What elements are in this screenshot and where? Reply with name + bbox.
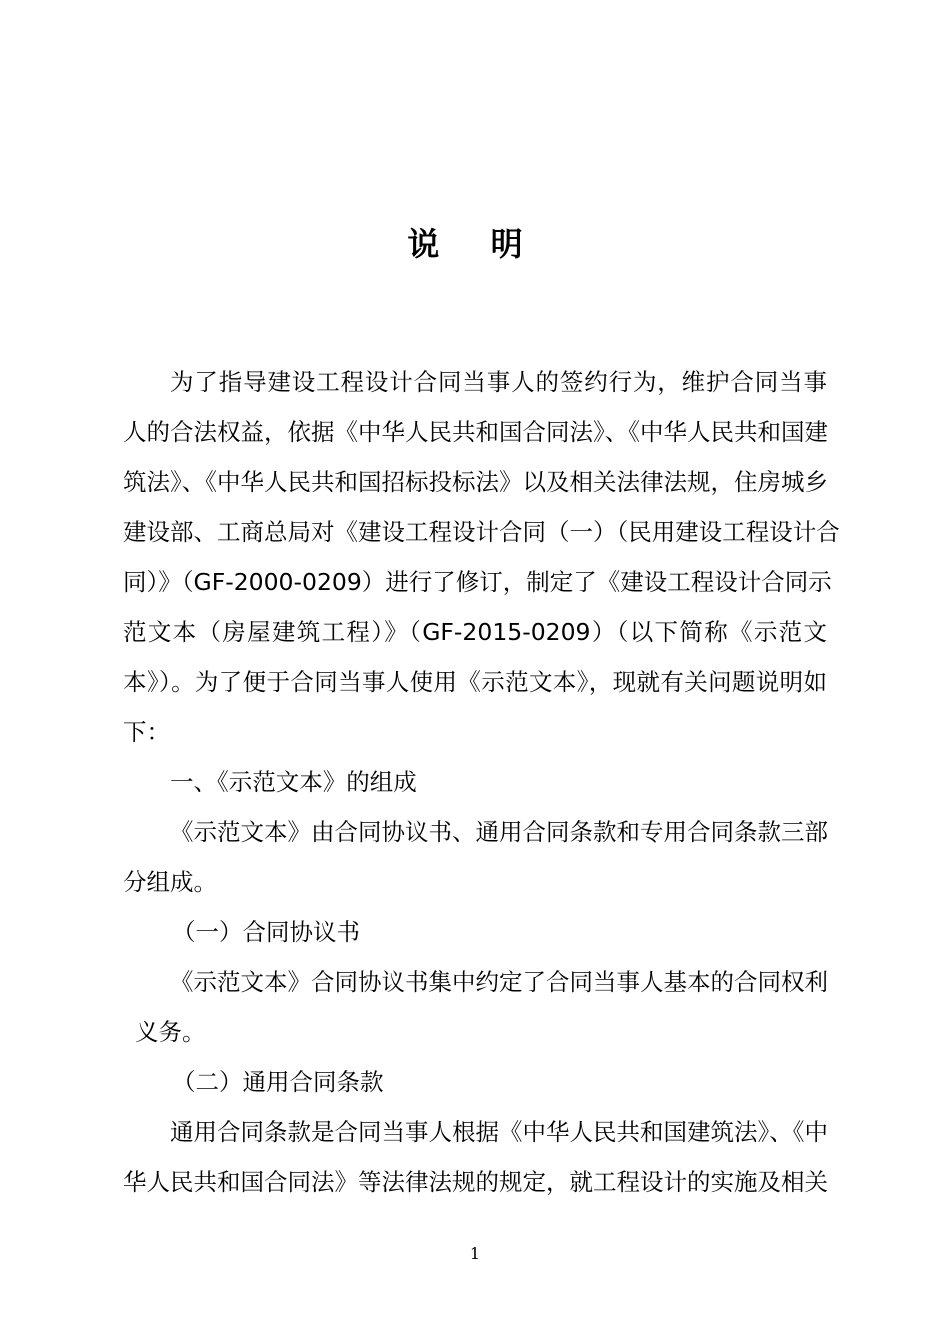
section-heading-1: 一、《示范文本》的组成 [170, 768, 417, 796]
page-number: 1 [469, 1244, 481, 1263]
body-line-3: 筑法》、《中华人民共和国招标投标法》以及相关法律法规，住房城乡 [123, 468, 828, 496]
body-line-10: 分组成。 [123, 868, 217, 896]
subsection-heading-2: （二）通用合同条款 [172, 1068, 384, 1096]
body-line-11: 《示范文本》合同协议书集中约定了合同当事人基本的合同权利 [170, 968, 828, 996]
body-line-2: 人的合法权益，依据《中华人民共和国合同法》、《中华人民共和国建 [123, 418, 828, 446]
body-line-4: 建设部、工商总局对《建设工程设计合同（一）（民用建设工程设计合 [123, 518, 840, 546]
body-line-1: 为了指导建设工程设计合同当事人的签约行为，维护合同当事 [170, 368, 827, 396]
document-title: 说 明 [407, 225, 543, 263]
body-line-7: 本》）。为了便于合同当事人使用《示范文本》，现就有关问题说明如 [123, 668, 827, 696]
body-line-14: 华人民共和国合同法》等法律法规的规定，就工程设计的实施及相关 [123, 1168, 828, 1196]
body-line-8: 下： [123, 718, 170, 746]
body-line-13: 通用合同条款是合同当事人根据《中华人民共和国建筑法》、《中 [170, 1118, 828, 1146]
body-line-5: 同）》（GF-2000-0209）进行了修订，制定了《建设工程设计合同示 [123, 568, 832, 596]
body-line-12: 义务。 [135, 1018, 206, 1046]
body-line-6: 范文本（房屋建筑工程）》（GF-2015-0209）（以下简称《示范文 [123, 618, 827, 646]
subsection-heading-1: （一）合同协议书 [172, 918, 360, 946]
body-line-9: 《示范文本》由合同协议书、通用合同条款和专用合同条款三部 [170, 818, 828, 846]
